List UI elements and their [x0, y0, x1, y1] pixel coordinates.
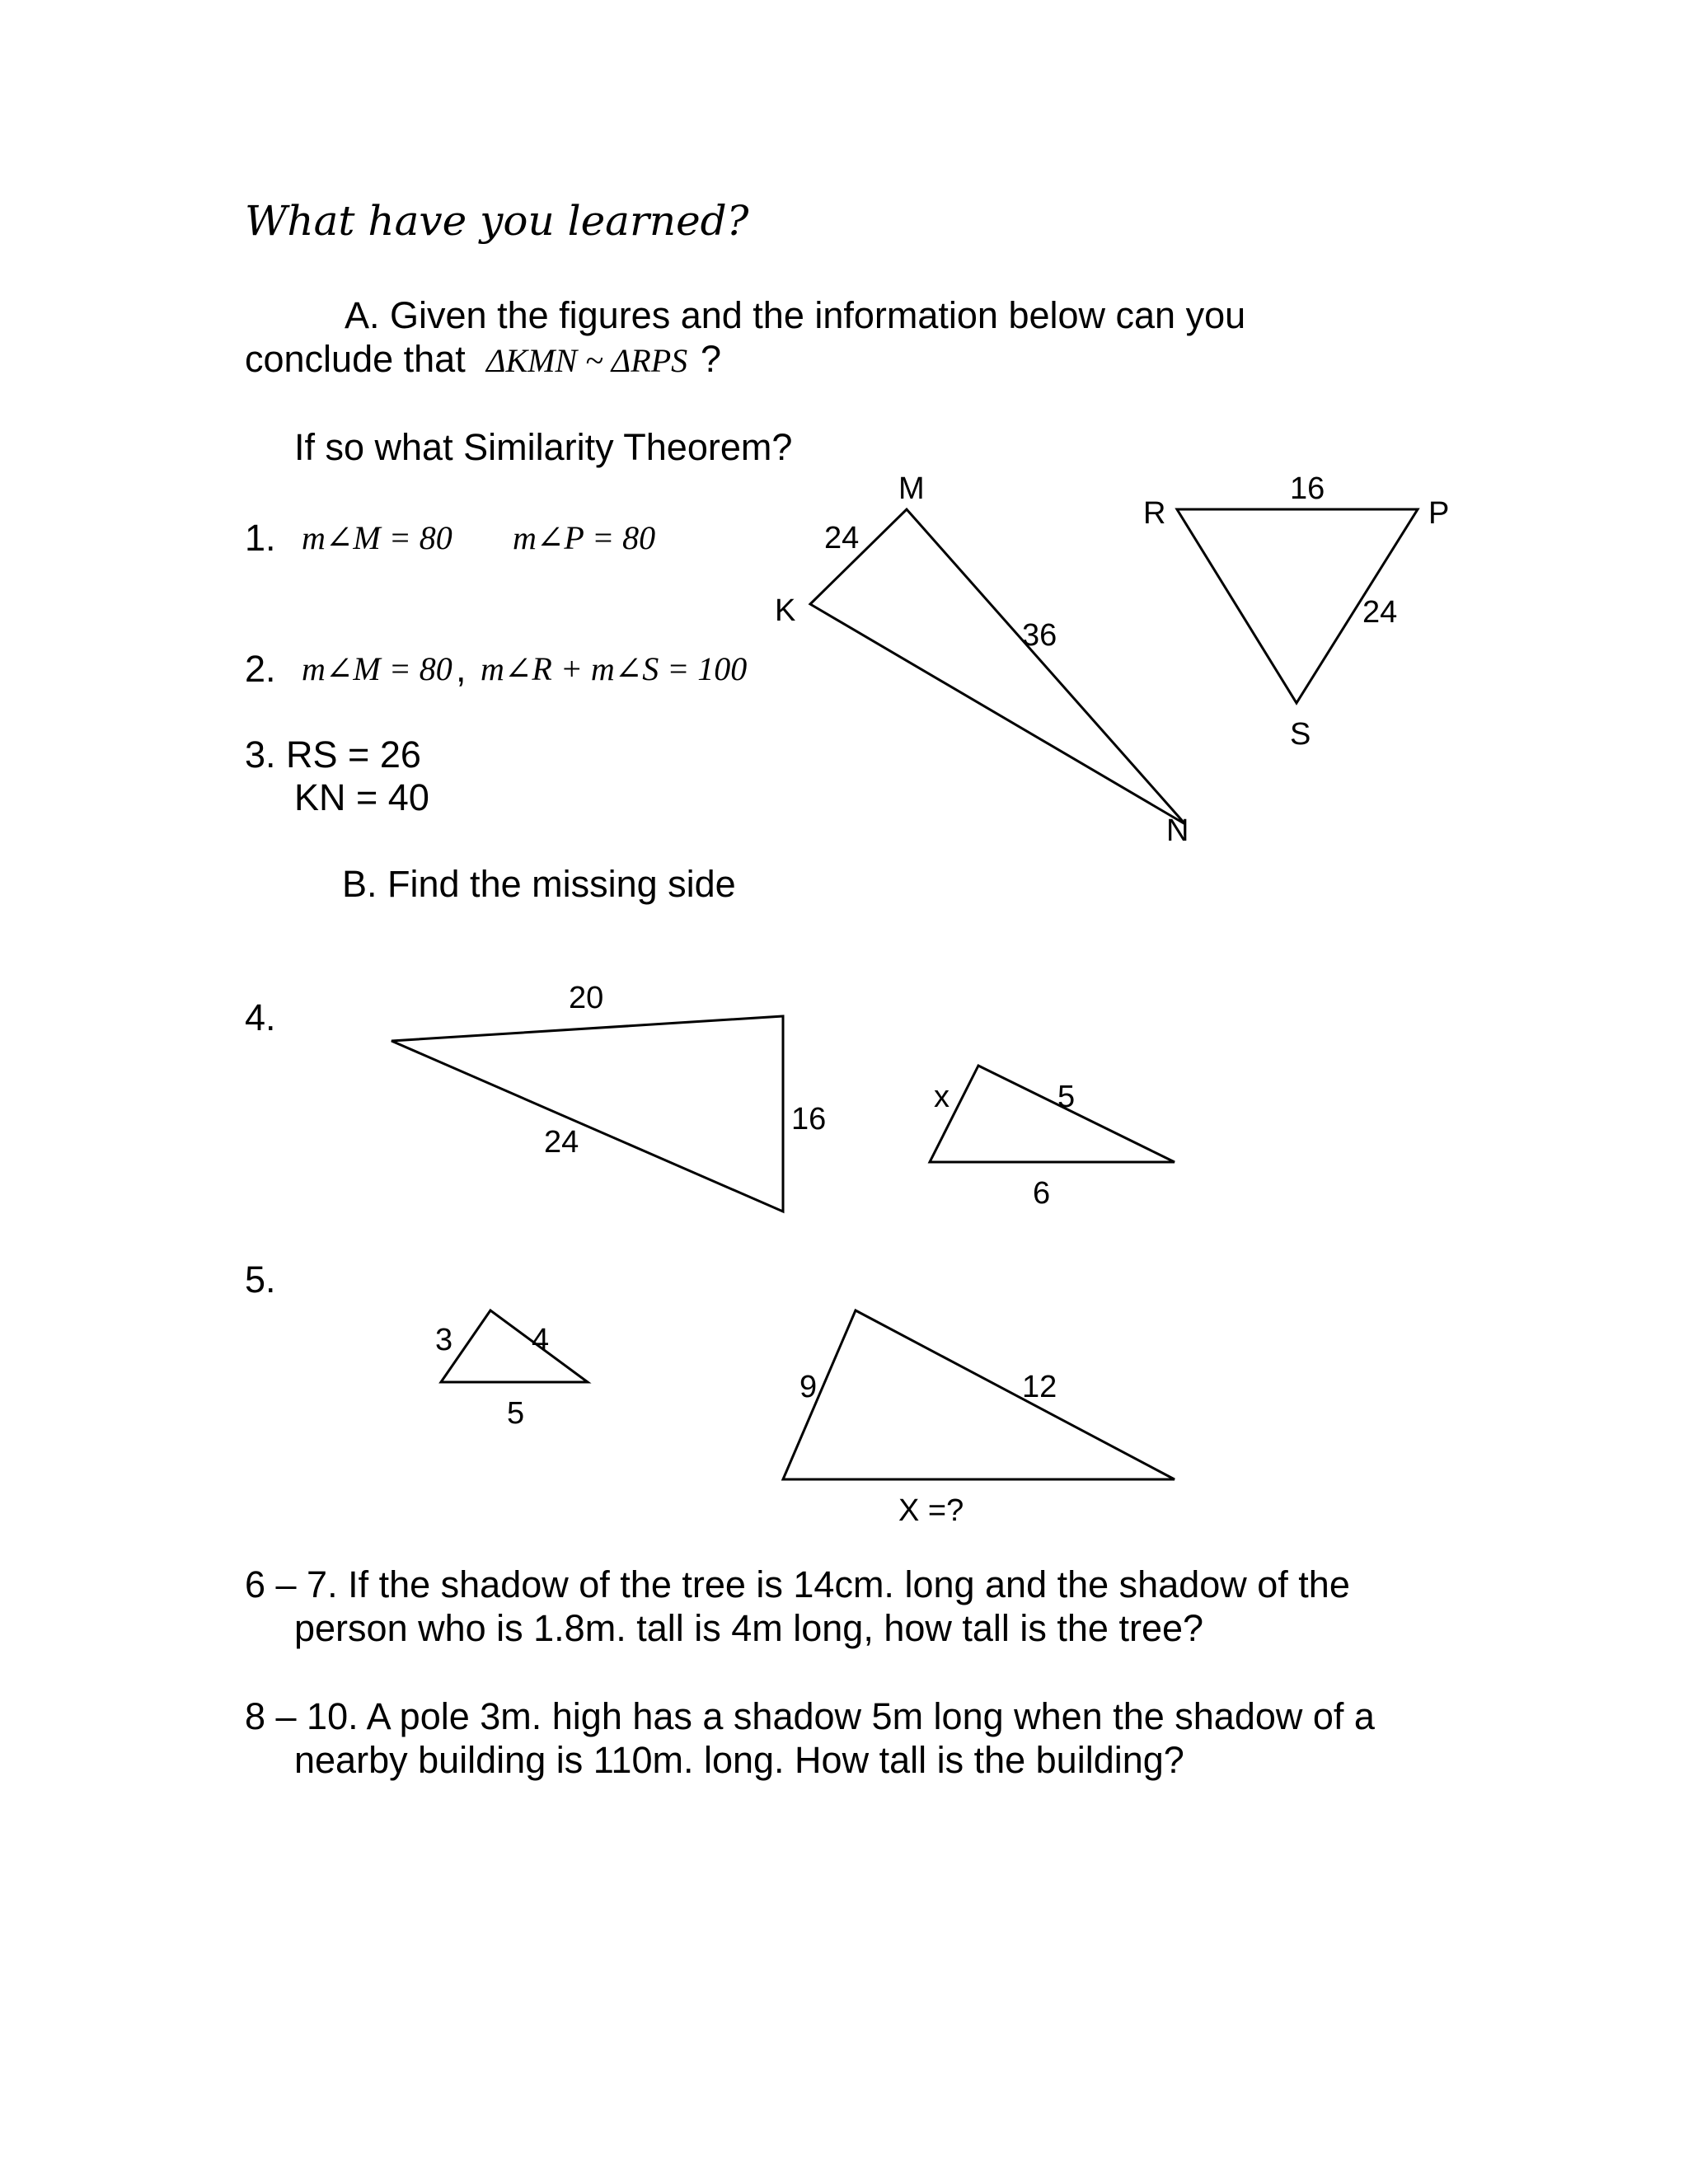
theorem-question: If so what Similarity Theorem?: [294, 426, 793, 468]
q4-small-triangle: [930, 1066, 1175, 1162]
item-1-number: 1.: [245, 517, 276, 559]
q5-large-triangle: [783, 1310, 1175, 1479]
item-3-kn: KN = 40: [294, 776, 429, 818]
label-vertex-p: P: [1428, 496, 1450, 531]
label-vertex-m: M: [898, 471, 925, 506]
label-vertex-r: R: [1143, 496, 1166, 531]
item-8-10-line1: 8 – 10. A pole 3m. high has a shadow 5m long when the shadow of a: [245, 1695, 1375, 1737]
item-2-angle-sum: m∠R + m∠S = 100: [481, 650, 748, 687]
q4-small-x-label: x: [934, 1080, 950, 1114]
similarity-statement: ΔKMN ~ ΔRPS: [486, 342, 688, 379]
label-side-mn: 36: [1022, 618, 1057, 653]
triangle-kmn: [810, 509, 1185, 824]
item-8-10-line2: nearby building is 110m. long. How tall is the building?: [294, 1739, 1184, 1781]
item-5-number: 5.: [245, 1258, 276, 1301]
item-6-7-line2: person who is 1.8m. tall is 4m long, how tall is the tree?: [294, 1607, 1204, 1649]
label-side-rp: 16: [1290, 471, 1325, 506]
label-vertex-k: K: [775, 593, 796, 628]
item-6-7-line1: 6 – 7. If the shadow of the tree is 14cm. long and the shadow of the: [245, 1563, 1350, 1605]
q5-large-bottom-label: X =?: [898, 1493, 964, 1528]
question-mark: ?: [701, 338, 722, 380]
q5-small-triangle: [441, 1310, 588, 1382]
q4-small-right-label: 5: [1057, 1080, 1076, 1114]
page-title: What have you learned?: [245, 197, 749, 245]
section-a-intro-line1: A. Given the figures and the information below can you: [345, 294, 1246, 336]
q4-large-hyp-label: 24: [544, 1125, 579, 1160]
q4-large-top-label: 20: [569, 981, 604, 1015]
q5-large-right-label: 12: [1022, 1370, 1057, 1404]
item-3-rs: 3. RS = 26: [245, 733, 421, 776]
q5-small-left-label: 3: [435, 1323, 453, 1357]
q5-small-bottom-label: 5: [507, 1396, 525, 1431]
q5-large-left-label: 9: [799, 1370, 818, 1404]
item-4-number: 4.: [245, 996, 276, 1038]
q5-small-right-label: 4: [532, 1323, 550, 1357]
label-vertex-s: S: [1290, 717, 1311, 752]
section-b-heading: B. Find the missing side: [342, 863, 736, 905]
q4-small-bottom-label: 6: [1033, 1176, 1051, 1211]
item-2-comma: ,: [456, 648, 467, 690]
item-1-angle-m: m∠M = 80: [302, 519, 452, 556]
item-2-angle-m: m∠M = 80: [302, 650, 452, 687]
q4-large-triangle: [392, 1016, 783, 1212]
item-1-angle-p: m∠P = 80: [513, 519, 656, 556]
label-side-ps: 24: [1362, 595, 1398, 630]
q4-large-right-label: 16: [791, 1102, 827, 1137]
section-a-intro-line2: conclude that: [245, 338, 466, 380]
label-side-km: 24: [824, 521, 860, 555]
label-vertex-n: N: [1166, 813, 1189, 848]
item-2-number: 2.: [245, 648, 276, 690]
